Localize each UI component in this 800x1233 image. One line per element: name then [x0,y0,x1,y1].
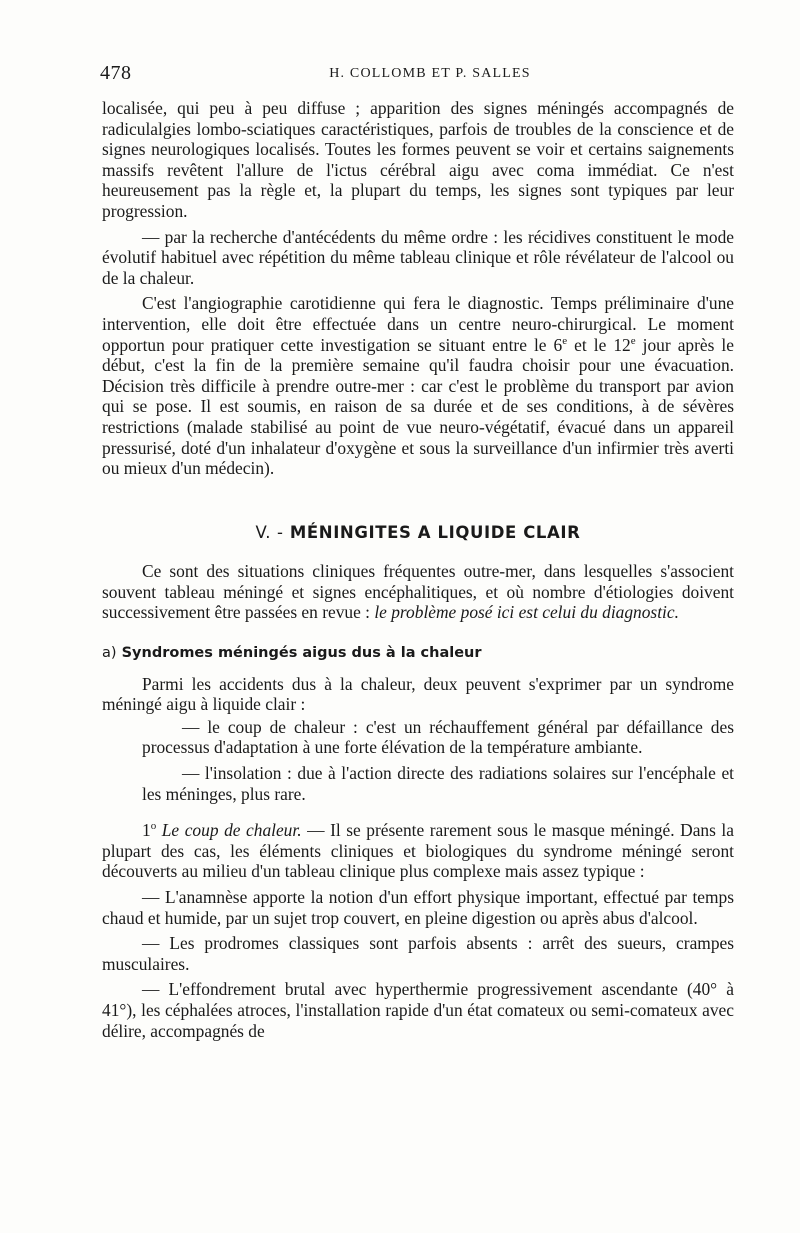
text-run: Ce sont des situations cliniques fréquentes outre-mer, dans lesquelles s'associent souvent tableau méningé et signes encéphalitiques, et où nombre d'étiologies doivent successivement être passées en revue : [102,561,734,623]
page-header [100,62,740,86]
page-body [102,98,734,1041]
list-item-insolation: — l'insolation : due à l'action directe des radiations solaires sur l'encéphale et les méninges, plus rare. [142,763,734,804]
emphasis-text: Le coup de chaleur. [161,820,302,841]
section-title: MÉNINGITES A LIQUIDE CLAIR [289,522,581,542]
paragraph-accidents-chaleur: Parmi les accidents dus à la chaleur, deux peuvent s'exprimer par un syndrome méningé aigu à liquide clair : [102,673,734,715]
paragraph-prodromes: — Les prodromes classiques sont parfois absents : arrêt des sueurs, crampes musculaires. [102,933,734,974]
text-run: C'est l'angiographie carotidienne qui fera le diagnostic. Temps préliminaire d'une intervention, elle doit être effectuée dans un centre neuro-chirurgical. Le moment opportun pour pratiquer cette investigation se situant entre le 6 [102,293,734,355]
text-run: et le 12 [567,334,631,355]
running-title: H. COLLOMB ET P. SALLES [329,66,531,81]
superscript: e [562,334,568,347]
paragraph-anamnese: — L'anamnèse apporte la notion d'un effort physique important, effectué par temps chaud et humide, par un sujet trop couvert, en pleine digestion ou après abus d'alcool. [102,887,734,928]
section-number: V. - [255,522,284,542]
paragraph-antecedents: — par la recherche d'antécédents du même ordre : les récidives constituent le mode évolutif habituel avec répétition du même tableau clinique et rôle révélateur de l'alcool ou de la chaleur. [102,226,734,288]
list-item-coup-de-chaleur: — le coup de chaleur : c'est un réchauffement général par défaillance des processus d'adaptation à une forte élévation de la température ambiante. [142,716,734,758]
subsection-heading [102,643,734,664]
paragraph-angiographie [102,293,734,478]
text-run: 1 [142,820,151,841]
paragraph-intro-meningites [102,561,734,623]
paragraph-localisation: localisée, qui peu à peu diffuse ; apparition des signes méningés accompagnés de radiculalgies lombo-sciatiques caractéristiques, parfois de troubles de la conscience et de signes neurologiques localisés. Toutes les formes peuvent se voir et certains saignements massifs revêtent l'allure de l'ictus cérébral aigu avec coma immédiat. Ce n'est heureusement pas la règle et, la plupart du temps, les signes sont typiques par leur progression. [102,98,734,221]
paragraph-coup-de-chaleur [102,820,734,882]
subsection-letter: a) [102,645,117,662]
page-number: 478 [100,62,132,84]
superscript: e [630,334,636,347]
text-run: — Il se présente rarement sous le masque méningé. Dans la plupart des cas, les éléments cliniques et biologiques du syndrome méningé seront découverts au milieu d'un tableau clinique plus complexe mais assez typique : [102,820,734,882]
paragraph-effondrement: — L'effondrement brutal avec hyperthermie progressivement ascendante (40° à 41°), les céphalées atroces, l'installation rapide d'un état comateux ou semi-comateux avec délire, accompagnés de [102,979,734,1041]
emphasis-text: le problème posé ici est celui du diagnostic. [374,602,679,623]
text-run: jour après le début, c'est la fin de la première semaine qu'il faudra choisir pour une évacuation. Décision très difficile à prendre outre-mer : car c'est le problème du transport par avion qui se pose. Il est soumis, en raison de sa durée et de ses conditions, à de sévères restrictions (malade stabilisé au point de vue neuro-végétatif, évacué dans un appareil pressurisé, doté d'un inhalateur d'oxygène et sous la surveillance d'un infirmier très averti ou mieux d'un médecin). [102,334,734,479]
section-heading [102,523,734,544]
heat-types-list [102,717,734,804]
subsection-title: Syndromes méningés aigus dus à la chaleur [121,645,482,662]
superscript: o [150,820,157,833]
